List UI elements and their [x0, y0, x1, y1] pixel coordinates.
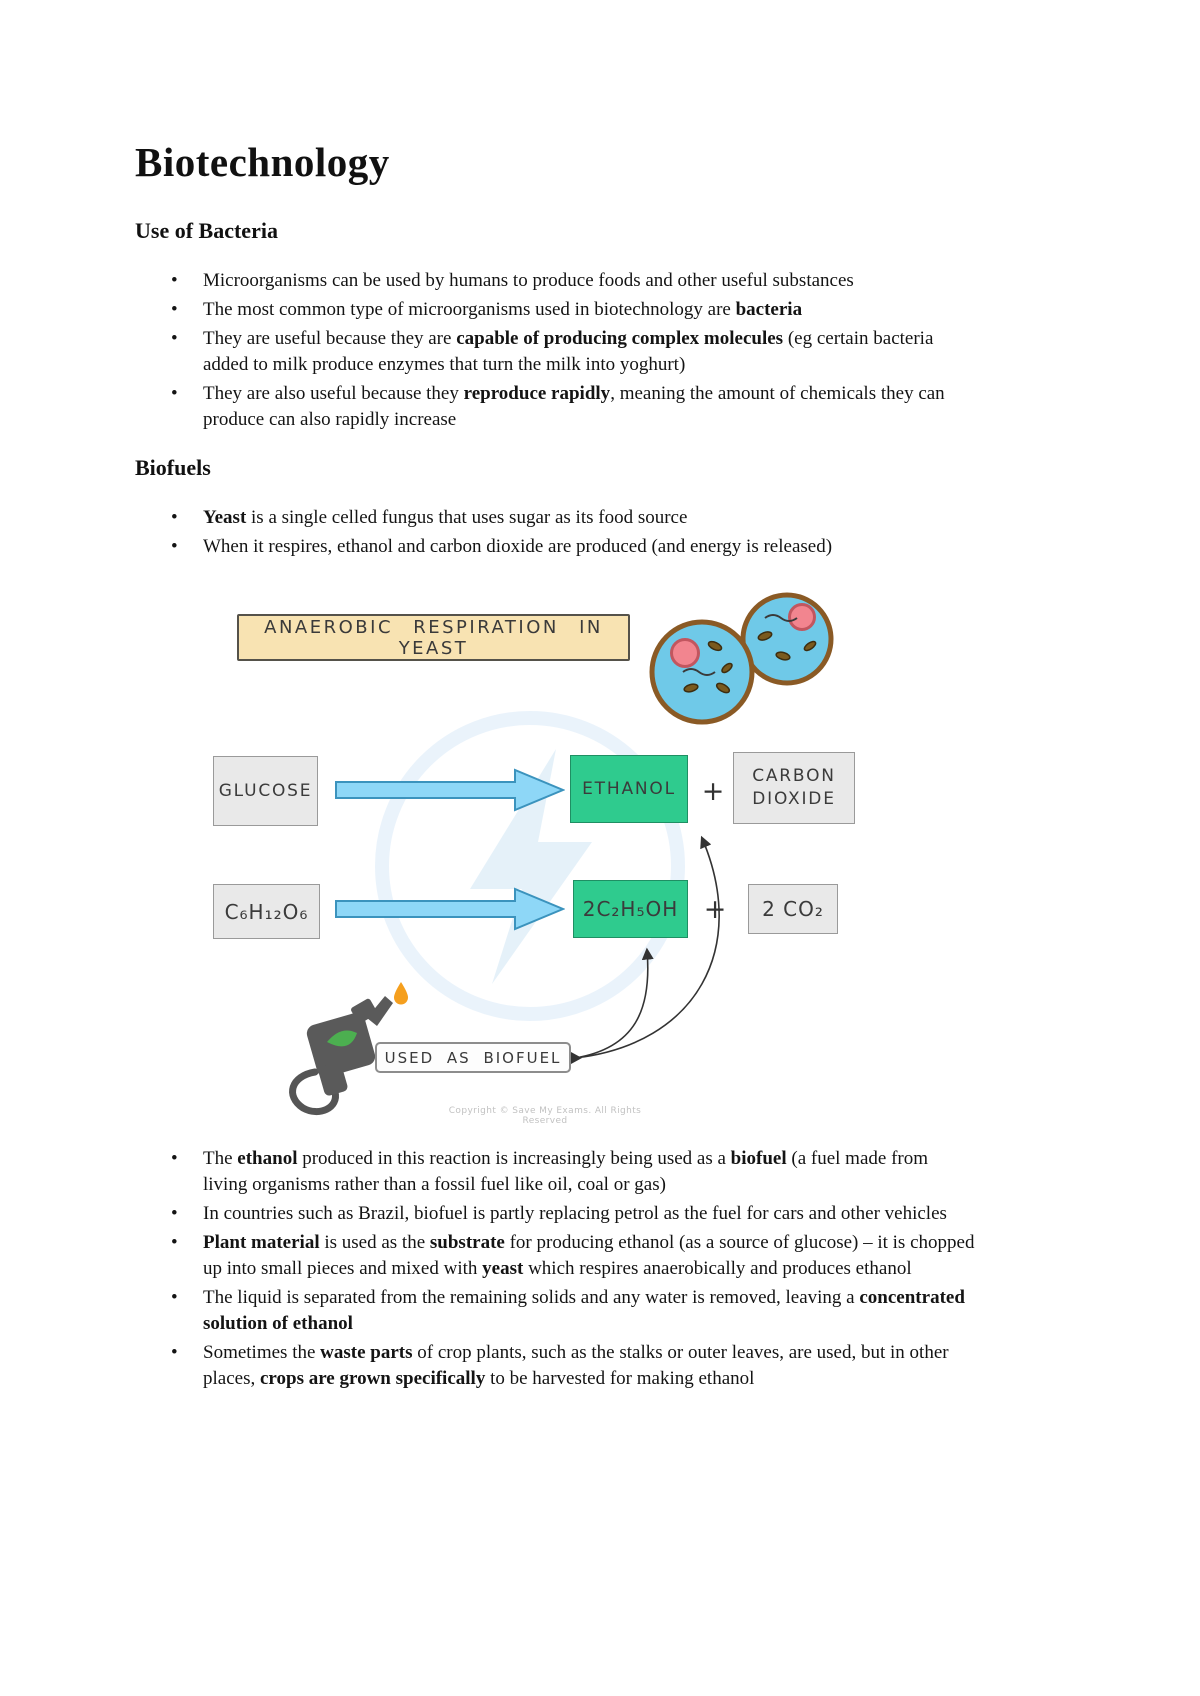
list-item: • The ethanol produced in this reaction is increasingly being used as a biofuel (a fuel made from living organisms rather than a fossil fuel like oil, coal or gas): [135, 1146, 975, 1198]
glucose-formula-box: [213, 884, 320, 939]
diagram-title-box: [237, 614, 630, 661]
bullet-list-bacteria: [135, 268, 975, 433]
page-title: Biotechnology: [135, 139, 390, 185]
ethanol-label: ETHANOL: [582, 779, 676, 799]
list-item: • The liquid is separated from the remaining solids and any water is removed, leaving a concentrated solution of ethanol: [135, 1285, 975, 1337]
list-item: • In countries such as Brazil, biofuel is partly replacing petrol as the fuel for cars and other vehicles: [135, 1201, 975, 1227]
biofuel-label-text: USED AS BIOFUEL: [384, 1048, 562, 1067]
section-heading-biofuels: Biofuels: [135, 455, 211, 480]
co2-formula-box: [748, 884, 838, 934]
bullet-list-biofuels-detail: [135, 1146, 975, 1392]
section-heading-bacteria: Use of Bacteria: [135, 218, 278, 243]
list-item: • The most common type of microorganisms used in biotechnology are bacteria: [135, 297, 975, 323]
document-page: [135, 138, 975, 1414]
glucose-box: [213, 756, 318, 826]
plus-sign: +: [701, 775, 725, 807]
glucose-formula: C₆H₁₂O₆: [224, 899, 309, 924]
list-item: • They are also useful because they reproduce rapidly, meaning the amount of chemicals they can produce can also rapidly increase: [135, 381, 975, 433]
list-item: • Sometimes the waste parts of crop plants, such as the stalks or outer leaves, are used, but in other places, crops are grown specifically to be harvested for making ethanol: [135, 1340, 975, 1392]
diagram-title: ANAEROBIC RESPIRATION IN YEAST: [264, 616, 603, 659]
yeast-respiration-diagram: [135, 582, 975, 1130]
glucose-label: GLUCOSE: [218, 781, 313, 801]
copyright-text: Copyright © Save My Exams. All Rights Reserved: [448, 1106, 642, 1126]
list-item: • When it respires, ethanol and carbon dioxide are produced (and energy is released): [135, 534, 975, 560]
biofuel-label: [375, 1042, 571, 1073]
plus-sign: +: [703, 894, 727, 925]
list-item: • Plant material is used as the substrate for producing ethanol (as a source of glucose) – it is chopped up into small pieces and mixed with yeast which respires anaerobically and produces ethanol: [135, 1230, 975, 1282]
yeast-cells-icon: [645, 576, 865, 730]
carbon-dioxide-line1: CARBON: [752, 766, 836, 786]
list-item: • They are useful because they are capable of producing complex molecules (eg certain bacteria added to milk produce enzymes that turn the milk into yoghurt): [135, 326, 975, 378]
carbon-dioxide-line2: DIOXIDE: [752, 789, 836, 809]
carbon-dioxide-box: [733, 752, 855, 824]
list-item: • Yeast is a single celled fungus that uses sugar as its food source: [135, 505, 975, 531]
ethanol-box: [570, 755, 688, 823]
ethanol-formula: 2C₂H₅OH: [582, 897, 679, 921]
list-item: • Microorganisms can be used by humans to produce foods and other useful substances: [135, 268, 975, 294]
bullet-list-biofuels-intro: [135, 505, 975, 560]
co2-formula: 2 CO₂: [762, 897, 824, 921]
ethanol-formula-box: [573, 880, 688, 938]
